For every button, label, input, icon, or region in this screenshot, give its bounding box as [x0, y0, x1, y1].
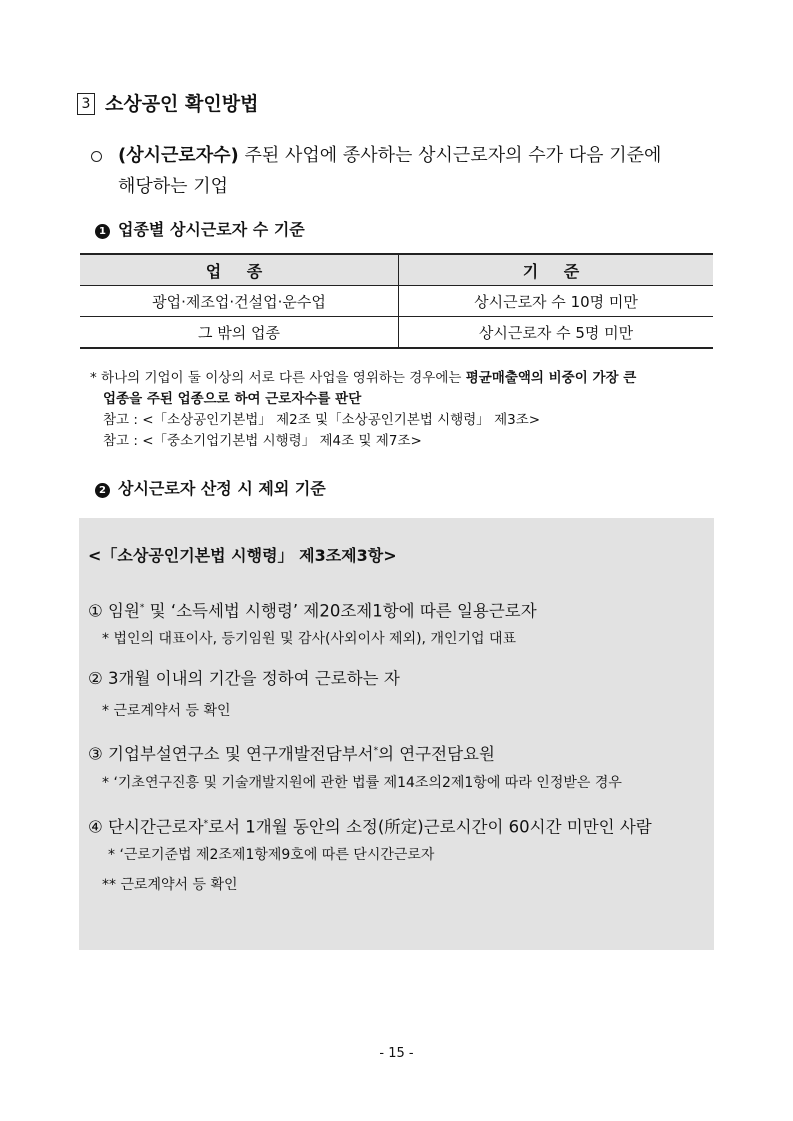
item-4-star: *: [203, 819, 209, 829]
item-1-text-a: ① 임원: [88, 601, 140, 621]
bullet-circle-icon: [91, 151, 102, 162]
criteria-table: [80, 253, 713, 349]
section-title: 소상공인 확인방법: [105, 93, 259, 115]
exclusion-item-4-note-2: ** 근로계약서 등 확인: [102, 877, 238, 893]
table-cell: 상시근로자 수 5명 미만: [399, 317, 714, 349]
exclusion-item-2-note: * 근로계약서 등 확인: [102, 703, 231, 719]
exclusion-item-4-note-1: * ‘근로기준법 제2조제1항제9호에 따른 단시간근로자: [108, 847, 435, 863]
subheading-2-title: 상시근로자 산정 시 제외 기준: [118, 479, 326, 498]
intro-bold: (상시근로자수): [118, 145, 239, 166]
item-4-text-b: 로서 1개월 동안의 소정(所定)근로시간이 60시간 미만인 사람: [208, 817, 652, 837]
number-2-icon: 2: [95, 483, 110, 498]
table-cell: 상시근로자 수 10명 미만: [399, 286, 714, 317]
intro-line-1: [118, 141, 718, 171]
number-1-icon: 1: [95, 224, 110, 239]
table-header-criteria: 기 준: [399, 254, 714, 286]
table-header-row: [80, 254, 713, 286]
table-cell: 광업·제조업·건설업·운수업: [80, 286, 399, 317]
item-1-text-b: 및 ‘소득세법 시행령’ 제20조제1항에 따른 일용근로자: [144, 601, 537, 621]
table-header-industry: 업 종: [80, 254, 399, 286]
intro-text: 주된 사업에 종사하는 상시근로자의 수가 다음 기준에: [238, 145, 662, 166]
table-row: [80, 286, 713, 317]
reference-2: 참고 : <「중소기업기본법 시행령」 제4조 및 제7조>: [103, 433, 422, 449]
note-bold-1: 평균매출액의 비중이 가장 큰: [465, 370, 637, 386]
item-3-text-b: 의 연구전담요원: [378, 744, 495, 764]
section-number-box: 3: [77, 93, 95, 115]
note-text: * 하나의 기업이 둘 이상의 서로 다른 사업을 영위하는 경우에는: [90, 370, 466, 386]
subheading-1: [95, 218, 305, 242]
table-cell: 그 밖의 업종: [80, 317, 399, 349]
exclusion-item-1: [88, 596, 537, 624]
exclusion-item-1-note: * 법인의 대표이사, 등기임원 및 감사(사외이사 제외), 개인기업 대표: [102, 631, 517, 647]
exclusion-item-3: [88, 739, 495, 767]
note-bold-2: 업종을 주된 업종으로 하여 근로자수를 판단: [103, 391, 362, 407]
intro-line-2: 해당하는 기업: [118, 176, 229, 197]
subheading-2: [95, 477, 326, 501]
exclusion-item-2: ② 3개월 이내의 기간을 정하여 근로하는 자: [88, 669, 400, 688]
item-3-star: *: [373, 746, 379, 756]
page-number: - 15 -: [379, 1046, 414, 1061]
note-line-1: [90, 368, 720, 389]
exclusion-item-3-note: * ‘기초연구진흥 및 기술개발지원에 관한 법률 제14조의2제1항에 따라 인정받은 경우: [102, 775, 622, 791]
note-line-2: [90, 389, 720, 410]
reference-1: 참고 : <「소상공인기본법」 제2조 및「소상공인기본법 시행령」 제3조>: [103, 412, 541, 428]
item-3-text-a: ③ 기업부설연구소 및 연구개발전담부서: [88, 744, 374, 764]
item-1-star: *: [139, 603, 145, 613]
exclusion-item-4: [88, 812, 652, 840]
exclusion-box-title: <「소상공인기본법 시행령」 제3조제3항>: [88, 546, 397, 565]
table-notes: [90, 368, 720, 452]
table-row: [80, 317, 713, 349]
subheading-1-title: 업종별 상시근로자 수 기준: [118, 220, 305, 239]
item-4-text-a: ④ 단시간근로자: [88, 817, 204, 837]
